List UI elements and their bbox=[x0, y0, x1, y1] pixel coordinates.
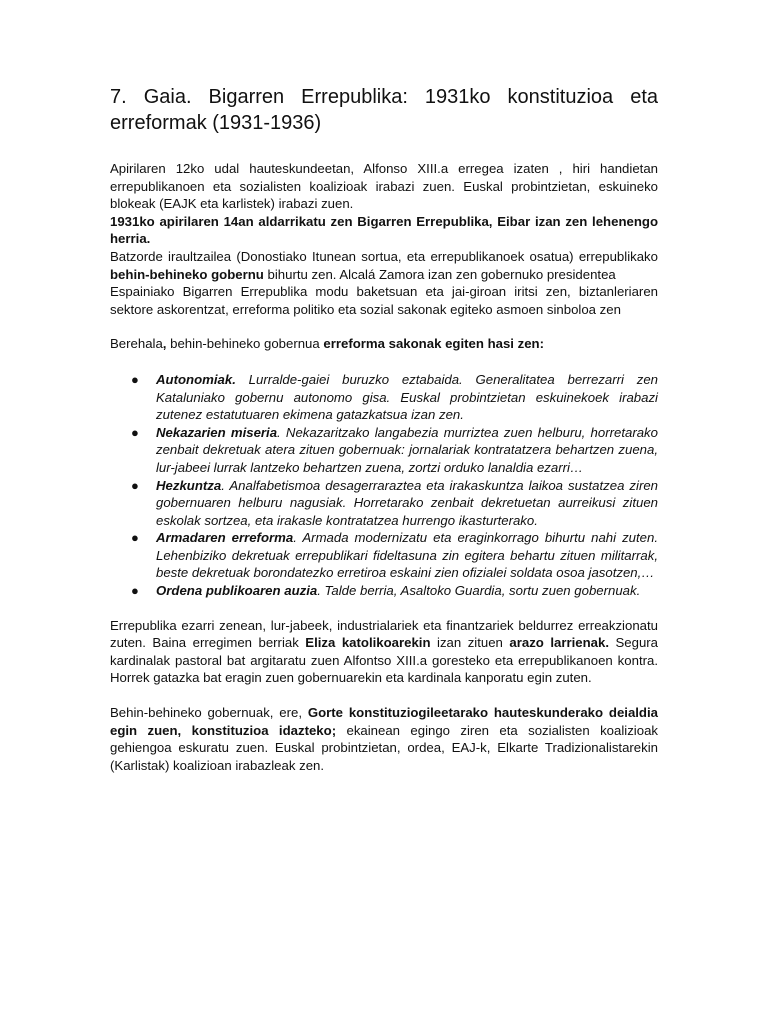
title-line-1: 7. Gaia. Bigarren Errepublika: 1931ko konstituzioa eta bbox=[110, 86, 658, 108]
list-item-text: Lurralde-gaiei buruzko eztabaida. Generalitatea berrezarri zen Kataluniako gobernu autonomo gisa. Euskal probintzietan eskuinekoek irabazi zutenez estatutuaren ekimena gatazkatsua izan zen. bbox=[156, 371, 658, 423]
list-item-heading: Nekazarien miseria bbox=[156, 424, 278, 440]
list-item-text: . Talde berria, Asaltoko Guardia, sortu zuen gobernuak. bbox=[317, 583, 641, 599]
church-bold-2: arazo larrienak. bbox=[509, 635, 609, 651]
church-text-c: Segura kardinalak pastoral bat argitaratu zuen Alfontso XIII.a goresteko eta errepublikanoen kontra. Horrek gatazka bat eragin zuen gobernuarekin eta kardinala kanporatu egin zuten. bbox=[110, 635, 658, 686]
elections-paragraph bbox=[110, 704, 658, 774]
list-item bbox=[131, 477, 658, 530]
page-title bbox=[110, 84, 658, 136]
elections-text-a: Behin-behineko gobernuak, ere, bbox=[110, 705, 308, 721]
list-item-heading: Ordena publikoaren auzia bbox=[156, 583, 318, 599]
church-text-a: Errepublika ezarri zenean, lur-jabeek, industrialariek eta finantzariek beldurrez erreakzionatu zuten. Baina erregimen berriak bbox=[110, 617, 658, 651]
intro-paragraph-elections: Apirilaren 12ko udal hauteskundeetan, Alfonso XIII.a erregea izaten , hiri handietan errepublikanoen eta sozialisten koalizioak irabazi zuen. Euskal probintzietan, eskuineko blokeak (EAJK eta karlistek) irabazi zuen. bbox=[110, 161, 658, 212]
bullet-icon: ● bbox=[131, 583, 139, 599]
government-text-a: Batzorde iraultzailea (Donostiako Itunean sortua, eta errepublikanoek osatua) errepublikako bbox=[110, 248, 658, 264]
reforms-intro-bold-text: erreforma sakonak egiten hasi zen: bbox=[323, 336, 544, 352]
elections-text-b: ekainean egingo ziren eta sozialisten koalizioak gehiengoa eskuratu zuen. Euskal probintzietan, ordea, EAJ-k, Elkarte Tradizionalistarekin (Karlistak) koalizioan irabazleak zen. bbox=[110, 722, 658, 773]
list-item-heading: Armadaren erreforma bbox=[156, 530, 294, 546]
bullet-icon: ● bbox=[131, 477, 139, 493]
list-item-text: . Armada modernizatu eta eraginkorrago bihurtu nahi zuten. Lehenbiziko dekretuak errepublikari fideltasuna zin egitera behartu zituen militarrak, beste dekretuak borondatezko erretiroa eskaini zien ofizialei soldata osoa jasotzen,… bbox=[156, 530, 658, 581]
spacer bbox=[110, 318, 658, 335]
spacer bbox=[110, 687, 658, 704]
church-bold-1: Eliza katolikoarekin bbox=[305, 635, 431, 651]
reforms-intro-text-a: Berehala bbox=[110, 336, 163, 352]
list-item bbox=[131, 424, 658, 477]
bullet-icon: ● bbox=[131, 530, 139, 546]
elections-bold-text: Gorte konstituziogileetarako hauteskunderako deialdia egin zuen, konstituzioa idazteko; bbox=[110, 705, 658, 738]
reforms-intro-text-b: behin-behineko gobernua bbox=[166, 336, 324, 352]
government-bold-text: behin-behineko gobernu bbox=[110, 266, 264, 282]
church-text-b: izan zituen bbox=[430, 635, 510, 651]
spacer bbox=[110, 600, 658, 617]
list-item-text: . Analfabetismoa desagerraraztea eta irakaskuntza laikoa sustatzea ziren gobernuaren helburu nagusiak. Horretarako zenbait dekretuetan aurreikusi zituen eskolak sortzea, eta irakasle kontratatzea hurrengo ikasturterako. bbox=[156, 477, 658, 528]
intro-paragraph-government bbox=[110, 248, 658, 283]
list-item bbox=[131, 371, 658, 424]
church-paragraph bbox=[110, 617, 658, 687]
spacer bbox=[110, 353, 658, 371]
reforms-intro-comma: , bbox=[162, 336, 167, 352]
reforms-list bbox=[110, 371, 658, 600]
list-item-heading: Hezkuntza bbox=[156, 477, 222, 493]
government-text-b: bihurtu zen. Alcalá Zamora izan zen gobernuko presidentea bbox=[263, 266, 616, 282]
list-item bbox=[131, 582, 658, 600]
list-item-heading: Autonomiak. bbox=[156, 371, 236, 387]
intro-paragraph-symbol: Espainiako Bigarren Errepublika modu baketsuan eta jai-giroan iritsi zen, biztanleriaren sektore askorentzat, erreforma politiko eta sozial sakonak egiteko asmoen sinboloa zen bbox=[110, 284, 658, 317]
reforms-intro-paragraph bbox=[110, 335, 658, 353]
list-item-text: . Nekazaritzako langabezia murriztea zuen helburu, horretarako zenbait dekretuak atera zituen gobernuak: jornalariak kontratatzera behartzen zuena, lur-jabeei lurrak lantzeko behartzen zuena, zortzi orduko lanaldia ezarri… bbox=[156, 424, 658, 475]
list-item bbox=[131, 529, 658, 582]
bullet-icon: ● bbox=[131, 371, 139, 387]
bullet-icon: ● bbox=[131, 424, 139, 440]
intro-paragraph-proclamation bbox=[110, 213, 658, 248]
title-line-2: erreformak (1931-1936) bbox=[110, 112, 322, 134]
proclamation-bold-text: 1931ko apirilaren 14an aldarrikatu zen Bigarren Errepublika, Eibar izan zen lehenengo herria. bbox=[110, 213, 658, 247]
